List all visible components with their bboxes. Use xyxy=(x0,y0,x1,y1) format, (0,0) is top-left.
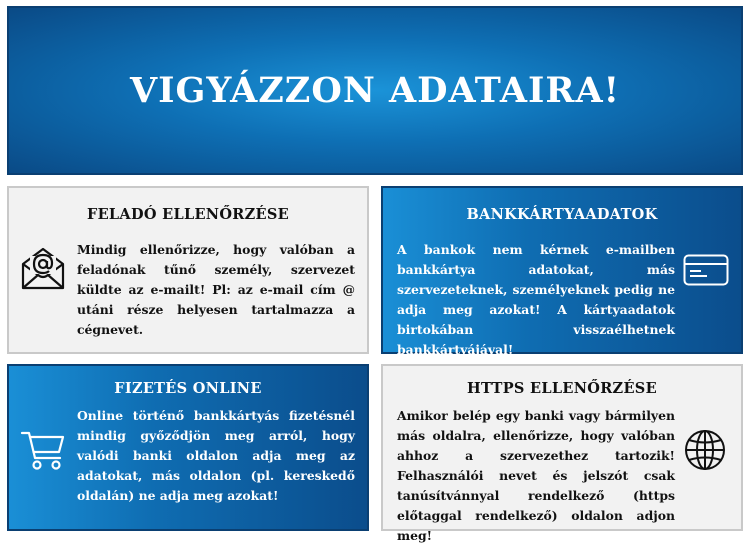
card-text: A bankok nem kérnek e-mailben bankkártya adatokat, más szervezeteknek, személyeknek pedig ne adja meg azokat! A kártyaadatok birtokában visszaélhetnek bankkártyájával! xyxy=(397,242,675,357)
shopping-cart-icon xyxy=(20,430,66,472)
globe-icon xyxy=(683,428,727,472)
card-https-check xyxy=(381,364,743,543)
header-banner xyxy=(7,6,743,175)
card-title: BANKKÁRTYAADATOK xyxy=(466,206,658,223)
card-online-payment xyxy=(7,364,369,531)
card-text: Amikor belép egy banki vagy bármilyen más oldalra, ellenőrizze, hogy valóban ahhoz a szervezethez tartozik! Felhasználói nevet és jelszót csak tanúsítvánnyal rendelkező (https előtaggal rendelkező) oldalon adjon meg! xyxy=(397,408,675,543)
credit-card-icon xyxy=(683,254,729,286)
card-title: HTTPS ELLENŐRZÉSE xyxy=(467,380,657,397)
card-text: Online történő bankkártyás fizetésnél mindig győződjön meg arról, hogy valódi banki oldalon adja meg az adatokat, más oldalon (pl. kereskedő oldalán) ne adja meg azokat! xyxy=(77,408,355,503)
page-title: VIGYÁZZON ADATAIRA! xyxy=(129,70,621,111)
card-text: Mindig ellenőrizze, hogy valóban a feladónak tűnő személy, szervezet küldte az e-mailt! Pl: az e-mail cím @ utáni része helyesen tartalmazza a cégnevet. xyxy=(77,242,355,337)
card-title: FIZETÉS ONLINE xyxy=(114,380,262,397)
card-sender-check xyxy=(7,186,369,354)
card-title: FELADÓ ELLENŐRZÉSE xyxy=(86,206,290,223)
envelope-at-icon xyxy=(19,244,67,292)
card-bankcard-data xyxy=(381,186,743,357)
